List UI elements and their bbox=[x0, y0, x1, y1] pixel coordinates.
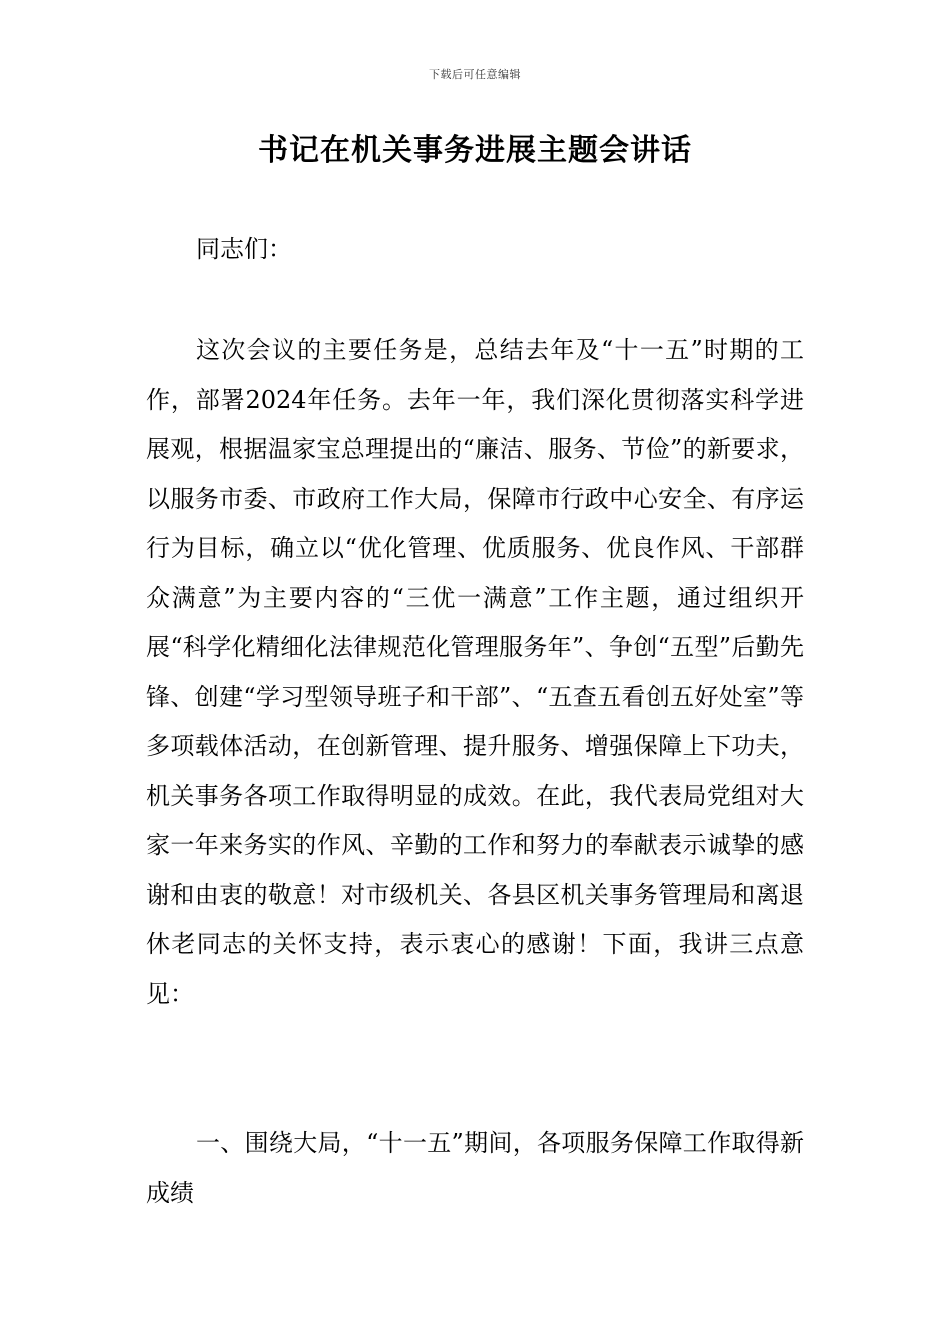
document-title: 书记在机关事务进展主题会讲话 bbox=[258, 133, 692, 168]
body-paragraph: 这次会议的主要任务是，总结去年及“十一五”时期的工作，部署2024年任务。去年一年，我们深化贯彻落实科学进展观，根据温家宝总理提出的“廉洁、服务、节俭”的新要求，以服务市委、市政府工作大局，保障市行政中心安全、有序运行为目标，确立以“优化管理、优质服务、优良作风、干部群众满意”为主要内容的“三优一满意”工作主题，通过组织开展“科学化精细化法律规范化管理服务年”、争创“五型”后勤先锋、创建“学习型领导班子和干部”、“五查五看创五好处室”等多项载体活动，在创新管理、提升服务、增强保障上下功夫，机关事务各项工作取得明显的成效。在此，我代表局党组对大家一年来务实的作风、辛勤的工作和努力的奉献表示诚挚的感谢和由衷的敬意！对市级机关、各县区机关事务管理局和离退休老同志的关怀支持，表示衷心的感谢！下面，我讲三点意见： bbox=[146, 336, 804, 1008]
header-note: 下载后可任意编辑 bbox=[429, 68, 521, 81]
section-heading: 一、围绕大局，“十一五”期间，各项服务保障工作取得新成绩 bbox=[146, 1129, 804, 1207]
salutation: 同志们： bbox=[196, 235, 292, 263]
